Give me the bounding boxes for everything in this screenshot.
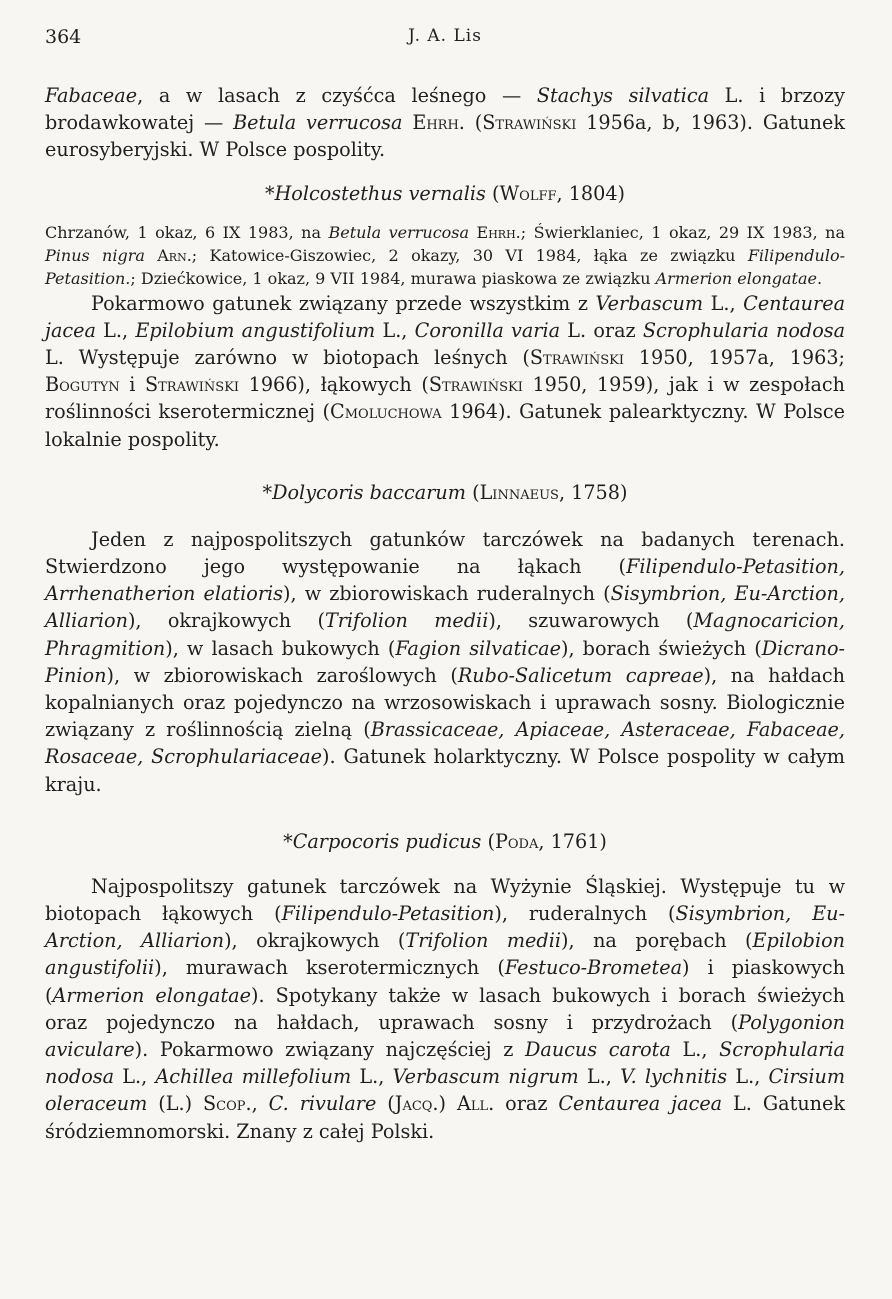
smallcaps-text: All. (456, 1092, 495, 1116)
page-header (45, 26, 845, 56)
italic-text: Polygonion aviculare (45, 1010, 845, 1062)
text-run: ( (464, 111, 483, 135)
italic-text: Dicrano-Pinion (45, 636, 846, 687)
italic-text: Sisymbrion, Eu-Arction, Alliarion (45, 902, 845, 953)
italic-text: Trifolion medii (324, 609, 489, 633)
italic-text: Filipendulo-Petasition (281, 902, 495, 926)
text-run: L., (351, 1065, 393, 1089)
italic-text: Fabaceae (45, 84, 138, 107)
italic-text: V. lychnitis (620, 1065, 728, 1089)
italic-text: Carpocoris pudicus (292, 829, 482, 853)
italic-text: Centaurea jacea (45, 291, 846, 342)
italic-text: Filipendulo-Petasition. (45, 245, 845, 288)
text-run: L. i brzozy brodawkowatej — (45, 84, 845, 135)
text-run: 1966), łąkowych ( (239, 373, 429, 397)
italic-text: Rubo-Salicetum capreae (457, 663, 704, 687)
smallcaps-text: Strawiński (144, 373, 240, 397)
italic-text: Holcostethus vernalis (274, 181, 486, 205)
text-run: L., (727, 1065, 769, 1089)
text-run: 1956a, b, 1963). Gatunek eurosyberyjski. W Polsce pospolity. (45, 111, 845, 162)
text-run: , 1758) (558, 480, 628, 504)
text-run: ). Spotykany także w lasach bukowych i borach świeżych oraz pojedynczo na hałdach, uprawach sosny i przydrożach ( (45, 983, 845, 1034)
text-run: L. Gatunek śródziemnomorski. Znany z całej Polski. (45, 1092, 846, 1143)
text-run: Chrzanów, 1 okaz, 6 IX 1983, na (45, 222, 329, 242)
italic-text: Betula verrucosa (233, 111, 403, 135)
text-run: L., (95, 318, 136, 342)
smallcaps-text: Wolff (499, 181, 557, 205)
text-run: L., (703, 291, 744, 315)
species-description (45, 526, 845, 798)
text-run (402, 111, 412, 134)
text-run: ; Dziećkowice, 1 okaz, 9 VII 1984, murawa piaskowa ze związku (130, 268, 656, 288)
italic-text: Filipendulo-Petasition, Arrhenatherion elatioris (45, 555, 845, 606)
italic-text: Sisymbrion, Eu-Arction, Alliarion (45, 582, 846, 633)
species-heading (45, 180, 845, 207)
italic-text: Fagion silvaticae (395, 636, 561, 660)
smallcaps-text: Jacq. (394, 1092, 439, 1116)
page-content (45, 82, 845, 1145)
text-run: L., (114, 1065, 156, 1089)
smallcaps-text: Cmoluchowa (330, 400, 442, 424)
smallcaps-text: Arn. (157, 245, 192, 265)
italic-text: Brassicaceae, Apiaceae, Asteraceae, Fabaceae, Rosaceae, Scrophulariaceae (45, 718, 845, 769)
text-run: ). Pokarmowo związany najczęściej z (134, 1038, 525, 1062)
text-run: ), okrajkowych ( (127, 609, 325, 633)
italic-text: Cirsium oleraceum (45, 1065, 846, 1116)
text-run: * (262, 480, 273, 504)
italic-text: Armerion elongatae (655, 268, 817, 288)
italic-text: Epilobium angustifolium (135, 318, 376, 342)
italic-text: Epilobion angustifolii (45, 929, 845, 980)
text-run: ), w zbiorowiskach ruderalnych ( (282, 582, 611, 606)
text-run: ; Świerklaniec, 1 okaz, 29 IX 1983, na (520, 222, 846, 242)
text-run: 1964). Gatunek palearktyczny. W Polsce lokalnie pospolity. (45, 400, 845, 451)
italic-text: Stachys silvatica (536, 84, 710, 107)
continued-paragraph (45, 82, 845, 164)
text-run: ( (485, 181, 500, 205)
italic-text: Daucus carota (525, 1038, 671, 1062)
species-heading (45, 479, 845, 506)
text-run: , (251, 1092, 269, 1116)
text-run: ( (376, 1092, 395, 1116)
italic-text: Centaurea jacea (558, 1092, 723, 1116)
text-run: (L.) (147, 1092, 203, 1116)
text-run: Jeden z najpospolitszych gatunków tarczówek na badanych terenach. Stwierdzono jego występowanie na łąkach ( (45, 527, 845, 579)
italic-text: Pinus nigra (45, 245, 145, 265)
text-run: i (119, 373, 145, 397)
smallcaps-text: Ehrh. (412, 111, 465, 135)
text-run: ; Katowice-Giszowiec, 2 okazy, 30 VI 1984, łąka ze związku (191, 245, 748, 265)
text-run: * (283, 829, 293, 853)
smallcaps-text: Linnaeus (479, 480, 559, 504)
species-heading (45, 828, 845, 855)
italic-text: Coronilla varia (414, 318, 561, 342)
italic-text: C. rivulare (268, 1092, 377, 1116)
italic-text: Verbascum nigrum (392, 1065, 579, 1089)
smallcaps-text: Strawiński (529, 346, 624, 370)
running-head: J. A. Lis (408, 26, 482, 46)
text-run: ). Gatunek holarktyczny. W Polsce pospolity w całym kraju. (45, 745, 845, 796)
text-run: Pokarmowo gatunek związany przede wszystkim z (91, 291, 596, 315)
text-run: , a w lasach z czyśćca leśnego — (137, 84, 537, 107)
text-run: L. Występuje zarówno w biotopach leśnych ( (45, 346, 530, 370)
italic-text: Dolycoris baccarum (272, 480, 466, 504)
page-number: 364 (45, 26, 82, 48)
smallcaps-text: Strawiński (482, 111, 577, 135)
text-run: ( (481, 829, 495, 853)
text-run: ), na hałdach kopalnianych oraz pojedynczo na wrzosowiskach i uprawach sosny. Biologicznie związany z roślinnością zielną ( (45, 663, 845, 742)
text-run: . (816, 268, 823, 288)
italic-text: Trifolion medii (405, 929, 561, 953)
text-run: , 1804) (556, 181, 626, 205)
smallcaps-text: Bogutyn (45, 373, 120, 397)
text-run: L., (375, 318, 415, 342)
species-description (45, 873, 845, 1145)
text-run: * (264, 181, 275, 205)
text-run: ), na porębach ( (560, 929, 753, 953)
text-run: ), borach świeżych ( (560, 636, 762, 660)
species-description (45, 290, 845, 453)
italic-text: Scrophularia nodosa (642, 318, 846, 342)
italic-text: Magnocaricion, Phragmition (45, 609, 845, 660)
text-run: ) i piaskowych ( (45, 956, 845, 1007)
text-run: ), w lasach bukowych ( (165, 636, 396, 660)
italic-text: Scrophularia nodosa (45, 1038, 845, 1089)
text-run: ( (465, 480, 480, 504)
italic-text: Festuco-Brometea (504, 956, 683, 980)
italic-text: Betula verrucosa (328, 222, 470, 242)
text-run: Najpospolitszy gatunek tarczówek na Wyżynie Śląskiej. Występuje tu w biotopach łąkowych ( (45, 874, 845, 926)
text-run: ), okrajkowych ( (224, 929, 406, 953)
text-run: ) (438, 1092, 457, 1116)
smallcaps-text: Scop. (203, 1092, 252, 1116)
text-run: 1950, 1959), jak i w zespołach roślinności kserotermicznej ( (45, 373, 845, 424)
text-run: L., (670, 1038, 720, 1062)
text-run: ), w zbiorowiskach zaroślowych ( (106, 663, 458, 687)
smallcaps-text: Ehrh. (476, 222, 521, 242)
text-run: ), szuwarowych ( (488, 609, 694, 633)
text-run (145, 246, 157, 265)
text-run: 1950, 1957a, 1963; (623, 346, 845, 370)
text-run: oraz (494, 1092, 559, 1116)
smallcaps-text: Poda (494, 829, 539, 853)
text-run: L. oraz (560, 318, 643, 342)
text-run: ), ruderalnych ( (494, 902, 676, 926)
text-run: ), murawach kserotermicznych ( (154, 956, 505, 980)
text-run (469, 223, 476, 242)
specimen-records (45, 221, 845, 290)
text-run: , 1761) (538, 829, 607, 853)
italic-text: Verbascum (595, 291, 704, 315)
italic-text: Achillea millefolium (155, 1065, 352, 1089)
italic-text: Armerion elongatae (52, 983, 251, 1007)
smallcaps-text: Strawiński (428, 373, 523, 397)
text-run: L., (578, 1065, 621, 1089)
